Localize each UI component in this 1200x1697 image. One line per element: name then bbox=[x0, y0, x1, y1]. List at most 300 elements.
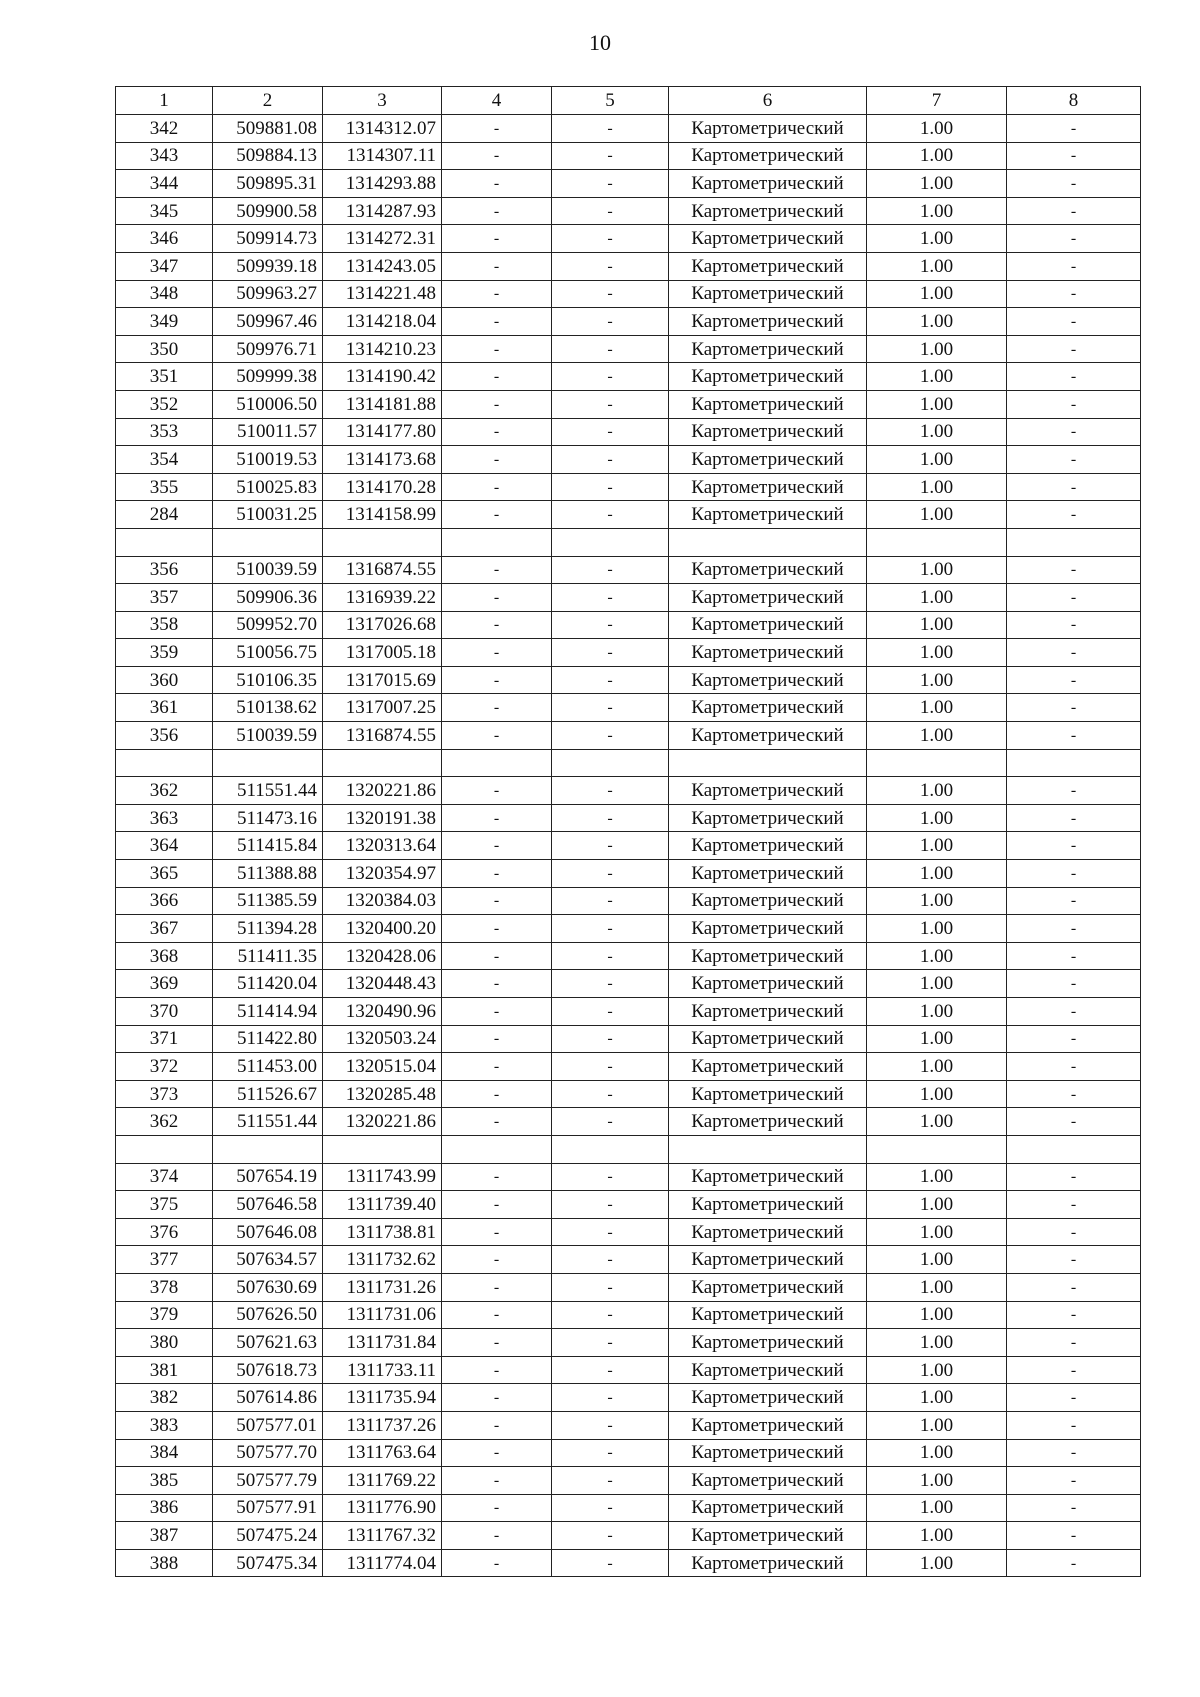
col-4-cell: - bbox=[442, 666, 552, 694]
x-coordinate-cell: 509976.71 bbox=[213, 335, 323, 363]
header-cell-5: 5 bbox=[552, 87, 669, 115]
table-separator-row bbox=[116, 1135, 1141, 1163]
accuracy-cell: 1.00 bbox=[867, 1467, 1007, 1495]
col-5-cell: - bbox=[552, 998, 669, 1026]
table-row bbox=[116, 998, 1141, 1026]
point-number-cell: 346 bbox=[116, 225, 213, 253]
col-8-cell: - bbox=[1007, 556, 1141, 584]
method-cell: Картометрический bbox=[669, 170, 867, 198]
method-cell: Картометрический bbox=[669, 280, 867, 308]
accuracy-cell: 1.00 bbox=[867, 446, 1007, 474]
table-row bbox=[116, 722, 1141, 750]
x-coordinate-cell bbox=[213, 1135, 323, 1163]
col-8-cell bbox=[1007, 1135, 1141, 1163]
point-number-cell: 348 bbox=[116, 280, 213, 308]
y-coordinate-cell: 1311774.04 bbox=[323, 1549, 442, 1577]
point-number-cell: 368 bbox=[116, 942, 213, 970]
col-8-cell: - bbox=[1007, 363, 1141, 391]
col-4-cell: - bbox=[442, 1301, 552, 1329]
coordinates-table bbox=[115, 86, 1141, 1577]
page-number: 10 bbox=[589, 30, 611, 55]
accuracy-cell: 1.00 bbox=[867, 639, 1007, 667]
col-8-cell: - bbox=[1007, 1273, 1141, 1301]
col-5-cell: - bbox=[552, 308, 669, 336]
point-number-cell: 383 bbox=[116, 1411, 213, 1439]
col-8-cell: - bbox=[1007, 942, 1141, 970]
table-row bbox=[116, 915, 1141, 943]
x-coordinate-cell: 511388.88 bbox=[213, 860, 323, 888]
point-number-cell: 344 bbox=[116, 170, 213, 198]
y-coordinate-cell: 1314243.05 bbox=[323, 252, 442, 280]
x-coordinate-cell: 511415.84 bbox=[213, 832, 323, 860]
table-row bbox=[116, 225, 1141, 253]
col-4-cell: - bbox=[442, 308, 552, 336]
col-5-cell: - bbox=[552, 584, 669, 612]
x-coordinate-cell: 510039.59 bbox=[213, 556, 323, 584]
y-coordinate-cell: 1311739.40 bbox=[323, 1191, 442, 1219]
x-coordinate-cell: 507646.08 bbox=[213, 1218, 323, 1246]
y-coordinate-cell bbox=[323, 749, 442, 777]
accuracy-cell: 1.00 bbox=[867, 170, 1007, 198]
col-8-cell: - bbox=[1007, 694, 1141, 722]
col-4-cell: - bbox=[442, 694, 552, 722]
accuracy-cell: 1.00 bbox=[867, 1163, 1007, 1191]
method-cell: Картометрический bbox=[669, 998, 867, 1026]
method-cell: Картометрический bbox=[669, 832, 867, 860]
col-8-cell: - bbox=[1007, 252, 1141, 280]
method-cell: Картометрический bbox=[669, 225, 867, 253]
col-8-cell: - bbox=[1007, 115, 1141, 143]
col-5-cell: - bbox=[552, 722, 669, 750]
col-8-cell: - bbox=[1007, 308, 1141, 336]
col-4-cell: - bbox=[442, 722, 552, 750]
point-number-cell: 347 bbox=[116, 252, 213, 280]
col-5-cell: - bbox=[552, 1273, 669, 1301]
accuracy-cell: 1.00 bbox=[867, 556, 1007, 584]
col-8-cell: - bbox=[1007, 1301, 1141, 1329]
col-4-cell: - bbox=[442, 1411, 552, 1439]
col-8-cell: - bbox=[1007, 225, 1141, 253]
y-coordinate-cell: 1314190.42 bbox=[323, 363, 442, 391]
accuracy-cell: 1.00 bbox=[867, 1494, 1007, 1522]
col-5-cell: - bbox=[552, 666, 669, 694]
col-8-cell: - bbox=[1007, 860, 1141, 888]
accuracy-cell: 1.00 bbox=[867, 1053, 1007, 1081]
x-coordinate-cell: 511420.04 bbox=[213, 970, 323, 998]
col-5-cell: - bbox=[552, 1108, 669, 1136]
col-8-cell bbox=[1007, 749, 1141, 777]
method-cell: Картометрический bbox=[669, 1494, 867, 1522]
table-row bbox=[116, 584, 1141, 612]
x-coordinate-cell: 510106.35 bbox=[213, 666, 323, 694]
method-cell: Картометрический bbox=[669, 1384, 867, 1412]
col-5-cell: - bbox=[552, 1411, 669, 1439]
point-number-cell: 362 bbox=[116, 1108, 213, 1136]
y-coordinate-cell: 1311732.62 bbox=[323, 1246, 442, 1274]
point-number-cell: 345 bbox=[116, 197, 213, 225]
col-5-cell: - bbox=[552, 639, 669, 667]
col-4-cell: - bbox=[442, 556, 552, 584]
col-5-cell: - bbox=[552, 1329, 669, 1357]
col-4-cell bbox=[442, 1135, 552, 1163]
method-cell: Картометрический bbox=[669, 1329, 867, 1357]
y-coordinate-cell: 1320515.04 bbox=[323, 1053, 442, 1081]
col-5-cell: - bbox=[552, 197, 669, 225]
col-5-cell: - bbox=[552, 1384, 669, 1412]
y-coordinate-cell bbox=[323, 528, 442, 556]
table-row bbox=[116, 1053, 1141, 1081]
table-separator-row bbox=[116, 528, 1141, 556]
point-number-cell: 362 bbox=[116, 777, 213, 805]
method-cell: Картометрический bbox=[669, 1467, 867, 1495]
header-cell-4: 4 bbox=[442, 87, 552, 115]
method-cell: Картометрический bbox=[669, 1301, 867, 1329]
col-4-cell: - bbox=[442, 1246, 552, 1274]
accuracy-cell: 1.00 bbox=[867, 1329, 1007, 1357]
col-8-cell: - bbox=[1007, 1494, 1141, 1522]
y-coordinate-cell: 1320428.06 bbox=[323, 942, 442, 970]
accuracy-cell: 1.00 bbox=[867, 1549, 1007, 1577]
accuracy-cell bbox=[867, 1135, 1007, 1163]
table-row bbox=[116, 1218, 1141, 1246]
x-coordinate-cell: 511385.59 bbox=[213, 887, 323, 915]
table-row bbox=[116, 556, 1141, 584]
x-coordinate-cell: 507475.34 bbox=[213, 1549, 323, 1577]
col-4-cell: - bbox=[442, 639, 552, 667]
col-4-cell: - bbox=[442, 777, 552, 805]
y-coordinate-cell: 1320221.86 bbox=[323, 1108, 442, 1136]
method-cell: Картометрический bbox=[669, 639, 867, 667]
y-coordinate-cell: 1314287.93 bbox=[323, 197, 442, 225]
accuracy-cell: 1.00 bbox=[867, 1080, 1007, 1108]
x-coordinate-cell: 507621.63 bbox=[213, 1329, 323, 1357]
col-8-cell: - bbox=[1007, 280, 1141, 308]
y-coordinate-cell: 1311767.32 bbox=[323, 1522, 442, 1550]
accuracy-cell: 1.00 bbox=[867, 197, 1007, 225]
x-coordinate-cell: 509914.73 bbox=[213, 225, 323, 253]
y-coordinate-cell: 1314293.88 bbox=[323, 170, 442, 198]
col-8-cell: - bbox=[1007, 832, 1141, 860]
x-coordinate-cell: 511394.28 bbox=[213, 915, 323, 943]
col-4-cell: - bbox=[442, 142, 552, 170]
table-row bbox=[116, 363, 1141, 391]
y-coordinate-cell: 1320313.64 bbox=[323, 832, 442, 860]
point-number-cell: 385 bbox=[116, 1467, 213, 1495]
col-5-cell: - bbox=[552, 1301, 669, 1329]
accuracy-cell: 1.00 bbox=[867, 584, 1007, 612]
x-coordinate-cell: 507646.58 bbox=[213, 1191, 323, 1219]
accuracy-cell: 1.00 bbox=[867, 1108, 1007, 1136]
col-8-cell: - bbox=[1007, 887, 1141, 915]
x-coordinate-cell: 510056.75 bbox=[213, 639, 323, 667]
accuracy-cell: 1.00 bbox=[867, 142, 1007, 170]
accuracy-cell: 1.00 bbox=[867, 1246, 1007, 1274]
x-coordinate-cell bbox=[213, 749, 323, 777]
y-coordinate-cell: 1320503.24 bbox=[323, 1025, 442, 1053]
col-5-cell: - bbox=[552, 556, 669, 584]
table-row bbox=[116, 694, 1141, 722]
accuracy-cell: 1.00 bbox=[867, 1411, 1007, 1439]
header-cell-6: 6 bbox=[669, 87, 867, 115]
y-coordinate-cell: 1320490.96 bbox=[323, 998, 442, 1026]
col-8-cell: - bbox=[1007, 1522, 1141, 1550]
accuracy-cell: 1.00 bbox=[867, 1356, 1007, 1384]
method-cell: Картометрический bbox=[669, 1053, 867, 1081]
x-coordinate-cell: 510025.83 bbox=[213, 473, 323, 501]
col-4-cell: - bbox=[442, 335, 552, 363]
point-number-cell: 364 bbox=[116, 832, 213, 860]
col-8-cell: - bbox=[1007, 1467, 1141, 1495]
col-5-cell: - bbox=[552, 860, 669, 888]
table-row bbox=[116, 446, 1141, 474]
point-number-cell: 365 bbox=[116, 860, 213, 888]
accuracy-cell: 1.00 bbox=[867, 252, 1007, 280]
accuracy-cell: 1.00 bbox=[867, 1522, 1007, 1550]
col-4-cell: - bbox=[442, 1191, 552, 1219]
x-coordinate-cell: 507614.86 bbox=[213, 1384, 323, 1412]
col-5-cell: - bbox=[552, 804, 669, 832]
table-row bbox=[116, 804, 1141, 832]
method-cell: Картометрический bbox=[669, 915, 867, 943]
col-5-cell: - bbox=[552, 1494, 669, 1522]
accuracy-cell: 1.00 bbox=[867, 860, 1007, 888]
x-coordinate-cell: 510031.25 bbox=[213, 501, 323, 529]
method-cell: Картометрический bbox=[669, 860, 867, 888]
accuracy-cell: 1.00 bbox=[867, 473, 1007, 501]
y-coordinate-cell: 1316874.55 bbox=[323, 556, 442, 584]
col-5-cell: - bbox=[552, 142, 669, 170]
col-4-cell: - bbox=[442, 998, 552, 1026]
y-coordinate-cell: 1311737.26 bbox=[323, 1411, 442, 1439]
table-row bbox=[116, 777, 1141, 805]
x-coordinate-cell: 507626.50 bbox=[213, 1301, 323, 1329]
point-number-cell: 343 bbox=[116, 142, 213, 170]
accuracy-cell: 1.00 bbox=[867, 887, 1007, 915]
col-5-cell: - bbox=[552, 915, 669, 943]
col-8-cell: - bbox=[1007, 722, 1141, 750]
table-row bbox=[116, 142, 1141, 170]
table-row bbox=[116, 942, 1141, 970]
accuracy-cell: 1.00 bbox=[867, 1384, 1007, 1412]
table-row bbox=[116, 1522, 1141, 1550]
table-row bbox=[116, 170, 1141, 198]
point-number-cell: 387 bbox=[116, 1522, 213, 1550]
col-8-cell: - bbox=[1007, 418, 1141, 446]
point-number-cell: 355 bbox=[116, 473, 213, 501]
y-coordinate-cell: 1314177.80 bbox=[323, 418, 442, 446]
x-coordinate-cell: 507577.70 bbox=[213, 1439, 323, 1467]
col-5-cell: - bbox=[552, 777, 669, 805]
col-8-cell: - bbox=[1007, 584, 1141, 612]
accuracy-cell: 1.00 bbox=[867, 915, 1007, 943]
col-5-cell: - bbox=[552, 1356, 669, 1384]
col-5-cell: - bbox=[552, 611, 669, 639]
col-5-cell: - bbox=[552, 1522, 669, 1550]
col-5-cell: - bbox=[552, 390, 669, 418]
header-cell-3: 3 bbox=[323, 87, 442, 115]
x-coordinate-cell: 511453.00 bbox=[213, 1053, 323, 1081]
x-coordinate-cell: 509967.46 bbox=[213, 308, 323, 336]
point-number-cell: 382 bbox=[116, 1384, 213, 1412]
table-row bbox=[116, 1384, 1141, 1412]
col-8-cell: - bbox=[1007, 1191, 1141, 1219]
x-coordinate-cell: 509963.27 bbox=[213, 280, 323, 308]
y-coordinate-cell: 1320384.03 bbox=[323, 887, 442, 915]
col-4-cell: - bbox=[442, 1053, 552, 1081]
col-4-cell: - bbox=[442, 1549, 552, 1577]
col-4-cell: - bbox=[442, 1467, 552, 1495]
col-8-cell: - bbox=[1007, 335, 1141, 363]
point-number-cell: 359 bbox=[116, 639, 213, 667]
col-8-cell: - bbox=[1007, 473, 1141, 501]
col-5-cell bbox=[552, 1135, 669, 1163]
x-coordinate-cell: 510138.62 bbox=[213, 694, 323, 722]
y-coordinate-cell: 1316874.55 bbox=[323, 722, 442, 750]
col-4-cell bbox=[442, 528, 552, 556]
col-5-cell: - bbox=[552, 1025, 669, 1053]
x-coordinate-cell: 511422.80 bbox=[213, 1025, 323, 1053]
table-row bbox=[116, 252, 1141, 280]
x-coordinate-cell: 509881.08 bbox=[213, 115, 323, 143]
col-4-cell: - bbox=[442, 390, 552, 418]
col-5-cell: - bbox=[552, 115, 669, 143]
method-cell: Картометрический bbox=[669, 1549, 867, 1577]
point-number-cell: 357 bbox=[116, 584, 213, 612]
method-cell: Картометрический bbox=[669, 694, 867, 722]
col-4-cell: - bbox=[442, 446, 552, 474]
x-coordinate-cell: 509906.36 bbox=[213, 584, 323, 612]
x-coordinate-cell: 511526.67 bbox=[213, 1080, 323, 1108]
table-row bbox=[116, 115, 1141, 143]
col-5-cell: - bbox=[552, 446, 669, 474]
col-4-cell: - bbox=[442, 1108, 552, 1136]
col-4-cell: - bbox=[442, 280, 552, 308]
col-8-cell: - bbox=[1007, 1053, 1141, 1081]
method-cell: Картометрический bbox=[669, 446, 867, 474]
header-cell-2: 2 bbox=[213, 87, 323, 115]
method-cell: Картометрический bbox=[669, 1411, 867, 1439]
table-row bbox=[116, 1329, 1141, 1357]
col-5-cell: - bbox=[552, 473, 669, 501]
col-5-cell: - bbox=[552, 970, 669, 998]
x-coordinate-cell: 507618.73 bbox=[213, 1356, 323, 1384]
method-cell: Картометрический bbox=[669, 1080, 867, 1108]
point-number-cell: 351 bbox=[116, 363, 213, 391]
accuracy-cell: 1.00 bbox=[867, 694, 1007, 722]
col-8-cell: - bbox=[1007, 915, 1141, 943]
method-cell: Картометрический bbox=[669, 556, 867, 584]
x-coordinate-cell: 507654.19 bbox=[213, 1163, 323, 1191]
table-row bbox=[116, 1273, 1141, 1301]
x-coordinate-cell: 510019.53 bbox=[213, 446, 323, 474]
col-4-cell: - bbox=[442, 170, 552, 198]
col-5-cell: - bbox=[552, 363, 669, 391]
header-cell-1: 1 bbox=[116, 87, 213, 115]
point-number-cell: 354 bbox=[116, 446, 213, 474]
col-4-cell: - bbox=[442, 252, 552, 280]
y-coordinate-cell: 1311738.81 bbox=[323, 1218, 442, 1246]
accuracy-cell: 1.00 bbox=[867, 666, 1007, 694]
col-4-cell: - bbox=[442, 1273, 552, 1301]
method-cell: Картометрический bbox=[669, 1218, 867, 1246]
col-4-cell: - bbox=[442, 804, 552, 832]
x-coordinate-cell: 510039.59 bbox=[213, 722, 323, 750]
point-number-cell bbox=[116, 749, 213, 777]
y-coordinate-cell: 1314312.07 bbox=[323, 115, 442, 143]
x-coordinate-cell: 507475.24 bbox=[213, 1522, 323, 1550]
point-number-cell bbox=[116, 1135, 213, 1163]
accuracy-cell: 1.00 bbox=[867, 722, 1007, 750]
y-coordinate-cell: 1311731.84 bbox=[323, 1329, 442, 1357]
accuracy-cell: 1.00 bbox=[867, 390, 1007, 418]
y-coordinate-cell: 1317005.18 bbox=[323, 639, 442, 667]
x-coordinate-cell: 507630.69 bbox=[213, 1273, 323, 1301]
col-4-cell: - bbox=[442, 1025, 552, 1053]
x-coordinate-cell: 507634.57 bbox=[213, 1246, 323, 1274]
y-coordinate-cell: 1314158.99 bbox=[323, 501, 442, 529]
point-number-cell: 374 bbox=[116, 1163, 213, 1191]
y-coordinate-cell: 1320400.20 bbox=[323, 915, 442, 943]
table-row bbox=[116, 418, 1141, 446]
col-8-cell: - bbox=[1007, 639, 1141, 667]
col-8-cell: - bbox=[1007, 1329, 1141, 1357]
col-4-cell: - bbox=[442, 1522, 552, 1550]
point-number-cell: 358 bbox=[116, 611, 213, 639]
method-cell: Картометрический bbox=[669, 1246, 867, 1274]
method-cell: Картометрический bbox=[669, 501, 867, 529]
x-coordinate-cell: 511551.44 bbox=[213, 777, 323, 805]
point-number-cell: 371 bbox=[116, 1025, 213, 1053]
col-8-cell: - bbox=[1007, 1080, 1141, 1108]
point-number-cell: 350 bbox=[116, 335, 213, 363]
method-cell: Картометрический bbox=[669, 804, 867, 832]
accuracy-cell: 1.00 bbox=[867, 1301, 1007, 1329]
col-8-cell: - bbox=[1007, 1356, 1141, 1384]
table-row bbox=[116, 1439, 1141, 1467]
point-number-cell: 386 bbox=[116, 1494, 213, 1522]
table-row bbox=[116, 1080, 1141, 1108]
y-coordinate-cell: 1317007.25 bbox=[323, 694, 442, 722]
y-coordinate-cell: 1320221.86 bbox=[323, 777, 442, 805]
col-8-cell: - bbox=[1007, 501, 1141, 529]
y-coordinate-cell: 1314221.48 bbox=[323, 280, 442, 308]
col-8-cell: - bbox=[1007, 1384, 1141, 1412]
y-coordinate-cell: 1317026.68 bbox=[323, 611, 442, 639]
table-row bbox=[116, 308, 1141, 336]
point-number-cell: 388 bbox=[116, 1549, 213, 1577]
y-coordinate-cell: 1314173.68 bbox=[323, 446, 442, 474]
col-5-cell: - bbox=[552, 942, 669, 970]
point-number-cell: 375 bbox=[116, 1191, 213, 1219]
y-coordinate-cell: 1311733.11 bbox=[323, 1356, 442, 1384]
point-number-cell: 380 bbox=[116, 1329, 213, 1357]
table-row bbox=[116, 1191, 1141, 1219]
col-4-cell: - bbox=[442, 473, 552, 501]
col-8-cell: - bbox=[1007, 446, 1141, 474]
table-row bbox=[116, 390, 1141, 418]
point-number-cell: 342 bbox=[116, 115, 213, 143]
table-row bbox=[116, 1549, 1141, 1577]
accuracy-cell: 1.00 bbox=[867, 1025, 1007, 1053]
y-coordinate-cell: 1311776.90 bbox=[323, 1494, 442, 1522]
table-separator-row bbox=[116, 749, 1141, 777]
table-row bbox=[116, 970, 1141, 998]
method-cell: Картометрический bbox=[669, 970, 867, 998]
col-5-cell: - bbox=[552, 1549, 669, 1577]
x-coordinate-cell: 511411.35 bbox=[213, 942, 323, 970]
col-8-cell bbox=[1007, 528, 1141, 556]
x-coordinate-cell: 510011.57 bbox=[213, 418, 323, 446]
